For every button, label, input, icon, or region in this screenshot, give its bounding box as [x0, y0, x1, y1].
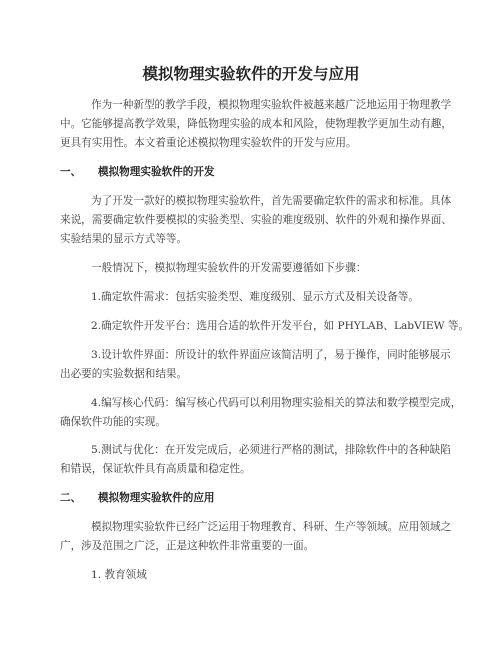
text-line: 1. 教育领域	[91, 569, 147, 581]
section2-item-1	[60, 566, 450, 585]
step-2	[60, 317, 470, 336]
text-line: 2.确定软件开发平台：选用合适的软件开发平台，如 PHYLAB、LabVIEW 等。	[91, 320, 470, 332]
text-line: 4.编写核心代码：编写核心代码可以利用物理实验相关的算法和数学模型完成，	[91, 397, 462, 409]
section-number: 一、	[60, 166, 82, 178]
section-heading-text: 模拟物理实验软件的开发	[98, 166, 215, 178]
text-line: 1.确定软件需求：包括实验类型、难度级别、显示方式及相关设备等。	[91, 291, 419, 303]
step-4	[60, 394, 462, 432]
text-line: 实验结果的显示方式等等。	[60, 233, 188, 245]
text-line: 5.测试与优化：在开发完成后，必须进行严格的测试，排除软件中的各种缺陷	[91, 444, 451, 456]
text-line: 作为一种新型的教学手段，模拟物理实验软件被越来越广泛地运用于物理教学	[91, 99, 452, 111]
text-line: 来说，需要确定软件要模拟的实验类型、实验的难度级别、软件的外观和操作界面、	[60, 214, 452, 226]
text-line: 模拟物理实验软件已经广泛运用于物理教育、科研、生产等领域。应用领域之	[91, 521, 452, 533]
text-line: 出必要的实验数据和结果。	[60, 368, 188, 380]
step-3	[60, 346, 450, 384]
text-line: 为了开发一款好的模拟物理实验软件，首先需要确定软件的需求和标准。具体	[91, 195, 452, 207]
text-line: 3.设计软件界面：所设计的软件界面应该简洁明了，易于操作，同时能够展示	[91, 349, 451, 361]
section1-paragraph-1	[60, 192, 450, 249]
intro-paragraph	[60, 96, 450, 153]
text-line: 广，涉及范围之广泛，正是这种软件非常重要的一面。	[60, 540, 315, 552]
page-title: 模拟物理实验软件的开发与应用	[142, 65, 360, 83]
step-5	[60, 441, 450, 479]
text-line: 一般情况下，模拟物理实验软件的开发需要遵循如下步骤：	[91, 262, 367, 274]
text-line: 和错误，保证软件具有高质量和稳定性。	[60, 463, 251, 475]
section-number: 二、	[60, 492, 82, 504]
section2-paragraph-1	[60, 518, 450, 556]
section-heading-text: 模拟物理实验软件的应用	[98, 492, 215, 504]
section-heading-2	[60, 490, 215, 505]
section-heading-1	[60, 164, 215, 179]
text-line: 中。它能够提高教学效果，降低物理实验的成本和风险，使物理教学更加生动有趣，	[60, 118, 452, 130]
step-1	[60, 288, 450, 307]
text-line: 更具有实用性。本文着重论述模拟物理实验软件的开发与应用。	[60, 137, 357, 149]
text-line: 确保软件功能的实现。	[60, 416, 166, 428]
section1-paragraph-2	[60, 259, 450, 278]
